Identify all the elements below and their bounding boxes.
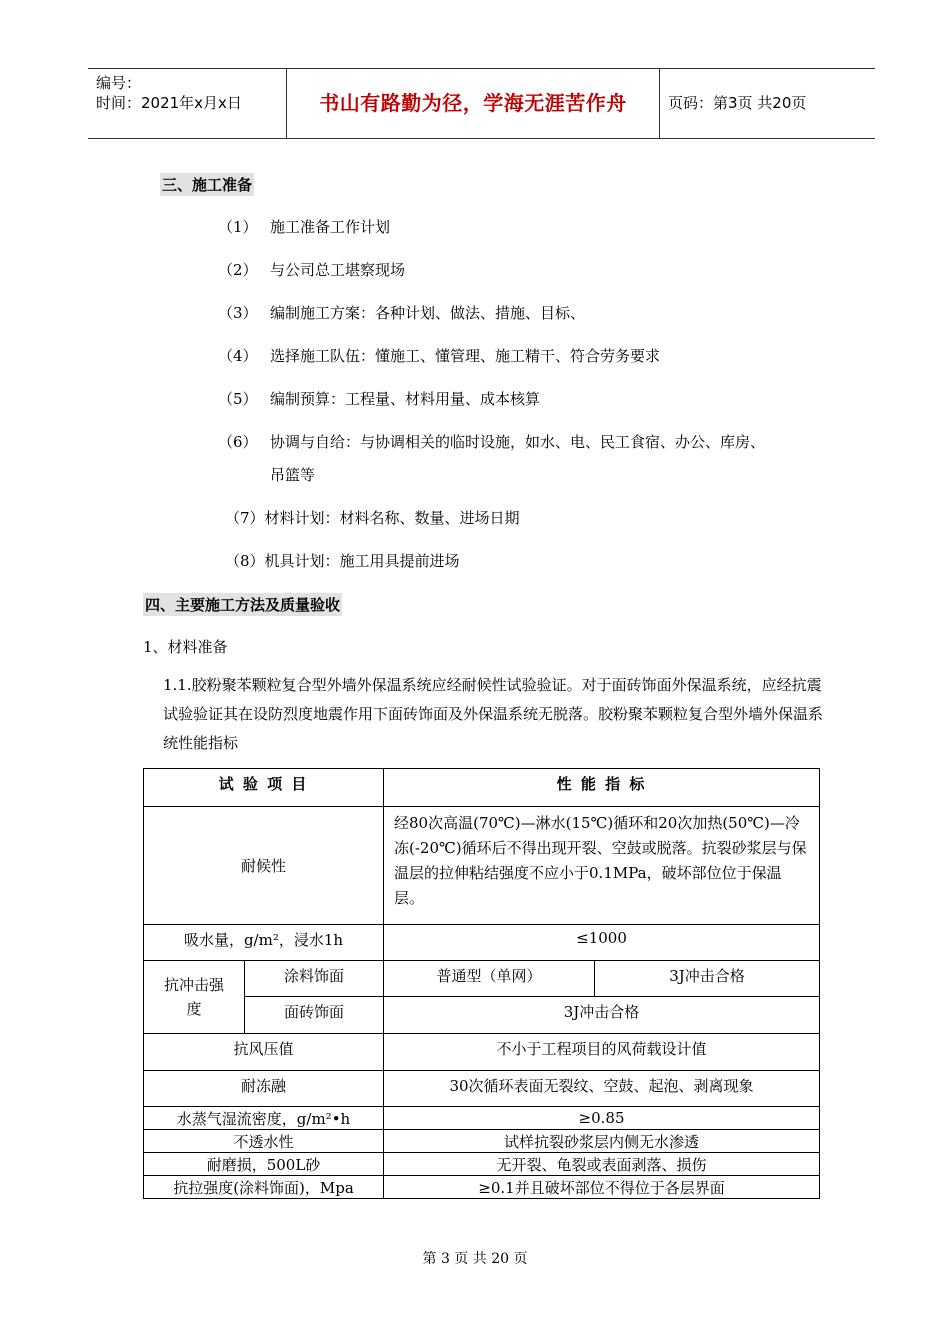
table-cell-name: 抗拉强度(涂料饰面)，Mpa — [143, 1175, 384, 1199]
item-number: （6） — [218, 433, 258, 451]
header-meta — [88, 69, 287, 138]
table-header-item: 试 验 项 目 — [143, 768, 384, 807]
performance-table — [143, 768, 820, 1199]
item-text: 与公司总工堪察现场 — [270, 261, 406, 279]
table-cell-type: 普通型（单网） — [383, 960, 595, 997]
item-text-continuation: 吊篮等 — [270, 466, 316, 484]
section-title-3: 三、施工准备 — [160, 173, 254, 196]
table-cell-value: 经80次高温(70℃)—淋水(15℃)循环和20次加热(50℃)—冷冻(-20℃)循环后不得出现开裂、空鼓或脱落。抗裂砂浆层与保温层的拉伸粘结强度不应小于0.1MPa，破坏部位位于保温层。 — [383, 806, 820, 925]
page-header — [88, 68, 875, 139]
item-number: （3） — [218, 304, 258, 322]
item-text: 协调与自给：与协调相关的临时设施，如水、电、民工食宿、办公、库房、 — [270, 433, 766, 451]
table-cell-name: 水蒸气湿流密度，g/m²•h — [143, 1106, 384, 1130]
table-cell-value: ≥0.85 — [383, 1106, 820, 1130]
table-cell-name: 抗风压值 — [143, 1033, 384, 1071]
table-cell-value: 3J冲击合格 — [594, 960, 820, 997]
table-cell-name: 不透水性 — [143, 1129, 384, 1153]
table-cell-name: 抗冲击强度 — [143, 960, 245, 1034]
table-cell-name: 吸水量，g/m²，浸水1h — [143, 924, 384, 961]
table-cell-value: ≥0.1并且破坏部位不得位于各层界面 — [383, 1175, 820, 1199]
item-number: （5） — [218, 390, 258, 408]
serial-label: 编号： — [96, 74, 142, 92]
item-number: （4） — [218, 347, 258, 365]
item-text: 编制预算：工程量、材料用量、成本核算 — [270, 390, 541, 408]
table-cell-value: 无开裂、龟裂或表面剥落、损伤 — [383, 1152, 820, 1176]
body-paragraph: 1.1.胶粉聚苯颗粒复合型外墙外保温系统应经耐候性试验验证。对于面砖饰面外保温系统，应经抗震试验验证其在设防烈度地震作用下面砖饰面及外保温系统无脱落。胶粉聚苯颗粒复合型外墙外保温系统性能指标 — [163, 676, 824, 752]
table-cell-value: 不小于工程项目的风荷载设计值 — [383, 1033, 820, 1071]
item-text: 编制施工方案：各种计划、做法、措施、目标、 — [270, 304, 586, 322]
table-cell-subname: 面砖饰面 — [244, 996, 384, 1034]
item-text: 施工准备工作计划 — [270, 218, 391, 236]
item-number: （2） — [218, 261, 258, 279]
header-page-label: 页码：第3页 共20页 — [668, 94, 807, 112]
list-item-8: （8）机具计划：施工用具提前进场 — [225, 552, 460, 570]
header-motto: 书山有路勤为径，学海无涯苦作舟 — [287, 69, 660, 138]
list-item-7: （7）材料计划：材料名称、数量、进场日期 — [225, 509, 520, 527]
table-cell-name: 耐冻融 — [143, 1070, 384, 1107]
table-cell-value: 3J冲击合格 — [383, 996, 820, 1034]
time-label: 时间：2021年x月x日 — [96, 94, 242, 112]
table-cell-value: ≤1000 — [383, 924, 820, 961]
table-cell-value: 30次循环表面无裂纹、空鼓、起泡、剥离现象 — [383, 1070, 820, 1107]
table-cell-value: 试样抗裂砂浆层内侧无水渗透 — [383, 1129, 820, 1153]
table-header-index: 性 能 指 标 — [383, 768, 820, 807]
table-cell-subname: 涂料饰面 — [244, 960, 384, 997]
page-footer: 第 3 页 共 20 页 — [422, 1251, 528, 1267]
table-cell-name: 耐磨损，500L砂 — [143, 1152, 384, 1176]
table-cell-name: 耐候性 — [143, 806, 384, 925]
section-title-4: 四、主要施工方法及质量验收 — [143, 593, 342, 616]
item-text: 选择施工队伍：懂施工、懂管理、施工精干、符合劳务要求 — [270, 347, 661, 365]
item-number: （1） — [218, 218, 258, 236]
subsection-title: 1、材料准备 — [143, 638, 228, 656]
